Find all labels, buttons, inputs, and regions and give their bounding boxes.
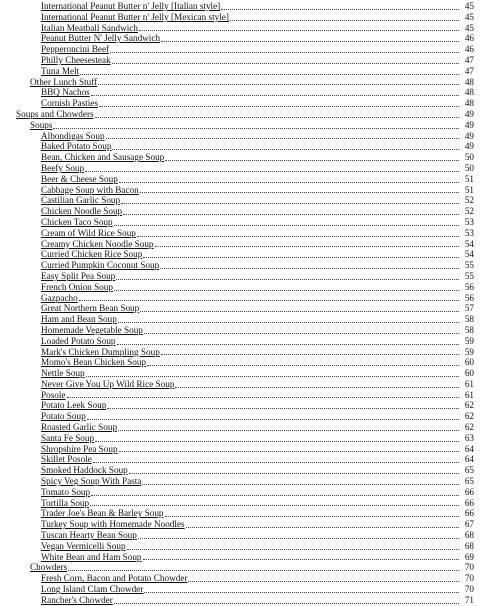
dot-leader	[119, 182, 459, 183]
toc-entry-title[interactable]: Rancher's Chowder	[41, 594, 113, 605]
toc-entry-page-number[interactable]: 58	[464, 314, 474, 325]
dot-leader	[143, 559, 459, 560]
dot-leader	[119, 451, 459, 452]
toc-entry[interactable]	[0, 33, 500, 44]
toc-entry-title[interactable]: Beer & Cheese Soup	[41, 173, 118, 184]
toc-entry[interactable]	[0, 422, 500, 433]
toc-entry-title[interactable]: Trader Joe's Bean & Barley Soup	[41, 508, 164, 519]
toc-entry[interactable]	[0, 152, 500, 163]
toc-entry[interactable]	[0, 498, 500, 509]
toc-entry[interactable]	[0, 595, 500, 606]
toc-entry[interactable]	[0, 195, 500, 206]
dot-leader	[114, 603, 459, 604]
dot-leader	[155, 246, 459, 247]
dot-leader	[79, 300, 459, 301]
toc-entry-page-number[interactable]: 46	[464, 33, 474, 44]
toc-entry-title[interactable]: Albondigas Soup	[41, 130, 105, 141]
toc-entry-title[interactable]: International Peanut Butter n' Jelly [Italian style]	[41, 1, 221, 11]
toc-entry-page-number[interactable]: 47	[464, 54, 474, 65]
toc-entry-page-number[interactable]: 47	[464, 65, 474, 76]
toc-entry-page-number[interactable]: 55	[464, 260, 474, 271]
dot-leader	[121, 203, 459, 204]
toc-entry-page-number[interactable]: 62	[464, 411, 474, 422]
toc-entry-title[interactable]: Chowders	[30, 562, 68, 573]
toc-entry-title[interactable]: Chicken Taco Soup	[41, 216, 113, 227]
dot-leader	[91, 95, 459, 96]
toc-entry[interactable]	[0, 530, 500, 541]
toc-entry-page-number[interactable]: 50	[464, 162, 474, 173]
toc-entry-page-number[interactable]: 59	[464, 335, 474, 346]
dot-leader	[85, 171, 459, 172]
toc-entry[interactable]	[0, 487, 500, 498]
toc-entry-page-number[interactable]: 64	[464, 454, 474, 465]
toc-entry-title[interactable]: Other Lunch Stuff	[30, 76, 98, 87]
dot-leader	[118, 430, 459, 431]
toc-entry-page-number[interactable]: 66	[464, 486, 474, 497]
toc-entry-title[interactable]: Cabbage Soup with Bacon	[41, 184, 139, 195]
toc-entry[interactable]	[0, 282, 500, 293]
dot-leader	[107, 408, 459, 409]
dot-leader	[137, 236, 459, 237]
dot-leader	[112, 149, 459, 150]
toc-entry[interactable]	[0, 1, 500, 12]
toc-entry[interactable]	[0, 87, 500, 98]
toc-entry[interactable]	[0, 476, 500, 487]
toc-entry-title[interactable]: Tuscan Hearty Bean Soup	[41, 530, 137, 541]
toc-entry-title[interactable]: White Bean and Ham Soup	[41, 551, 142, 562]
dot-leader	[230, 20, 459, 21]
toc-entry-page-number[interactable]: 48	[464, 87, 474, 98]
dot-leader	[67, 397, 459, 398]
toc-entry[interactable]	[0, 433, 500, 444]
toc-entry[interactable]	[0, 541, 500, 552]
toc-entry-page-number[interactable]: 57	[464, 303, 474, 314]
toc-entry-title[interactable]: Chicken Noodle Soup	[41, 206, 123, 217]
dot-leader	[147, 365, 459, 366]
toc-entry[interactable]	[0, 206, 500, 217]
toc-entry-page-number[interactable]: 68	[464, 530, 474, 541]
dot-leader	[90, 505, 459, 506]
toc-entry-title[interactable]: Vegan Vermicelli Soup	[41, 540, 126, 551]
dot-leader	[106, 138, 459, 139]
toc-entry-title[interactable]: Tuna Melt	[41, 65, 80, 76]
toc-entry[interactable]	[0, 347, 500, 358]
toc-entry-title[interactable]: Baked Potato Soup	[41, 141, 112, 152]
dot-leader	[161, 354, 459, 355]
toc-entry-title[interactable]: Soups and Chowders	[16, 108, 94, 119]
toc-entry[interactable]	[0, 519, 500, 530]
toc-entry[interactable]	[0, 131, 500, 142]
toc-entry-page-number[interactable]: 70	[464, 562, 474, 573]
dot-leader	[99, 106, 459, 107]
toc-entry[interactable]	[0, 390, 500, 401]
dot-leader	[186, 527, 459, 528]
dot-leader	[175, 387, 459, 388]
toc-entry[interactable]	[0, 260, 500, 271]
toc-entry[interactable]	[0, 465, 500, 476]
dot-leader	[143, 257, 459, 258]
toc-entry-title[interactable]: Smoked Haddock Soup	[41, 465, 128, 476]
toc-entry-page-number[interactable]: 62	[464, 400, 474, 411]
toc-entry-page-number[interactable]: 53	[464, 216, 474, 227]
toc-entry-title[interactable]: Turkey Soup with Homemade Noodles	[41, 519, 185, 530]
toc-entry-page-number[interactable]: 59	[464, 346, 474, 357]
dot-leader	[127, 549, 459, 550]
dot-leader	[144, 333, 459, 334]
toc-entry[interactable]	[0, 77, 500, 88]
toc-entry-page-number[interactable]: 51	[464, 173, 474, 184]
toc-entry-page-number[interactable]: 45	[464, 22, 474, 33]
toc-entry-page-number[interactable]: 49	[464, 130, 474, 141]
dot-leader	[98, 84, 459, 85]
toc-entry-page-number[interactable]: 65	[464, 476, 474, 487]
toc-entry[interactable]	[0, 314, 500, 325]
toc-entry[interactable]	[0, 141, 500, 152]
toc-entry-page-number[interactable]: 70	[464, 573, 474, 584]
toc-entry-title[interactable]: Peanut Butter N' Jelly Sandwich	[41, 33, 161, 44]
toc-entry-title[interactable]: French Onion Soup	[41, 281, 113, 292]
toc-entry-title[interactable]: Fresh Corn, Bacon and Potato Chowder	[41, 573, 188, 584]
dot-leader	[123, 214, 459, 215]
toc-entry-title[interactable]: Easy Split Pea Soup	[41, 270, 116, 281]
toc-entry-page-number[interactable]: 58	[464, 324, 474, 335]
toc-entry-title[interactable]: Spicy Veg Soup With Pasta	[41, 476, 142, 487]
toc-entry-page-number[interactable]: 70	[464, 584, 474, 595]
dot-leader	[140, 311, 459, 312]
toc-entry-page-number[interactable]: 64	[464, 443, 474, 454]
toc-entry[interactable]	[0, 98, 500, 109]
toc-entry-page-number[interactable]: 49	[464, 108, 474, 119]
toc-entry-title[interactable]: Bean, Chicken and Sausage Soup	[41, 152, 165, 163]
toc-entry[interactable]	[0, 249, 500, 260]
dot-leader	[160, 268, 459, 269]
toc-entry[interactable]	[0, 120, 500, 131]
toc-entry-page-number[interactable]: 65	[464, 465, 474, 476]
toc-entry-page-number[interactable]: 68	[464, 540, 474, 551]
toc-entry[interactable]	[0, 174, 500, 185]
toc-entry-page-number[interactable]: 48	[464, 76, 474, 87]
toc-entry[interactable]	[0, 228, 500, 239]
toc-entry[interactable]	[0, 573, 500, 584]
toc-entry[interactable]	[0, 336, 500, 347]
toc-entry-page-number[interactable]: 54	[464, 238, 474, 249]
toc-entry[interactable]	[0, 357, 500, 368]
toc-entry-page-number[interactable]: 49	[464, 141, 474, 152]
toc-entry-page-number[interactable]: 71	[464, 594, 474, 605]
toc-entry-page-number[interactable]: 66	[464, 508, 474, 519]
toc-entry-page-number[interactable]: 56	[464, 281, 474, 292]
toc-entry-page-number[interactable]: 54	[464, 249, 474, 260]
toc-entry-title[interactable]: Soups	[30, 119, 53, 130]
toc-entry-page-number[interactable]: 66	[464, 497, 474, 508]
toc-entry-title[interactable]: Gazpacho	[41, 292, 78, 303]
toc-entry-page-number[interactable]: 50	[464, 152, 474, 163]
toc-entry-title[interactable]: Never Give You Up Wild Rice Soup	[41, 378, 175, 389]
toc-entry[interactable]	[0, 411, 500, 422]
toc-entry[interactable]	[0, 163, 500, 174]
toc-entry-title[interactable]: Loaded Potato Soup	[41, 335, 116, 346]
toc-entry-title[interactable]: International Peanut Butter n' Jelly [Mexican style]	[41, 11, 229, 22]
toc-entry-page-number[interactable]: 62	[464, 422, 474, 433]
toc-entry-page-number[interactable]: 63	[464, 432, 474, 443]
toc-entry[interactable]	[0, 325, 500, 336]
dot-leader	[118, 322, 459, 323]
toc-entry-title[interactable]: Potato Leek Soup	[41, 400, 107, 411]
dot-leader	[138, 538, 459, 539]
toc-entry[interactable]	[0, 303, 500, 314]
toc-entry[interactable]	[0, 368, 500, 379]
dot-leader	[91, 495, 459, 496]
toc-entry[interactable]	[0, 185, 500, 196]
dot-leader	[68, 570, 459, 571]
dot-leader	[140, 192, 459, 193]
toc-entry-title[interactable]: Tortilla Soup	[41, 497, 90, 508]
toc-entry[interactable]	[0, 66, 500, 77]
toc-entry[interactable]	[0, 293, 500, 304]
dot-leader	[116, 279, 459, 280]
toc-entry[interactable]	[0, 454, 500, 465]
toc-entry-page-number[interactable]: 55	[464, 270, 474, 281]
dot-leader	[112, 63, 459, 64]
toc-entry[interactable]	[0, 55, 500, 66]
dot-leader	[110, 52, 459, 53]
toc-entry-page-number[interactable]: 67	[464, 519, 474, 530]
toc-entry-title[interactable]: Mark's Chicken Dumpling Soup	[41, 346, 160, 357]
toc-entry[interactable]	[0, 562, 500, 573]
dot-leader	[114, 225, 459, 226]
dot-leader	[95, 117, 459, 118]
toc-entry-title[interactable]: Philly Cheesesteak	[41, 54, 111, 65]
toc-entry[interactable]	[0, 379, 500, 390]
toc-entry-title[interactable]: Ham and Bean Soup	[41, 314, 117, 325]
toc-entry[interactable]	[0, 217, 500, 228]
toc-entry-title[interactable]: Santa Fe Soup	[41, 432, 95, 443]
dot-leader	[53, 128, 459, 129]
dot-leader	[95, 441, 459, 442]
toc-entry[interactable]	[0, 239, 500, 250]
toc-entry-page-number[interactable]: 45	[464, 11, 474, 22]
toc-entry-title[interactable]: Cream of Wild Rice Soup	[41, 227, 136, 238]
toc-entry-title[interactable]: Great Northern Bean Soup	[41, 303, 140, 314]
toc-entry-title[interactable]: Castilian Garlic Soup	[41, 195, 121, 206]
toc-entry-title[interactable]: Potato Soup	[41, 411, 86, 422]
toc-entry-title[interactable]: Pepperoncini Beef	[41, 44, 110, 55]
toc-entry[interactable]	[0, 400, 500, 411]
toc-entry-title[interactable]: Curried Chicken Rice Soup	[41, 249, 143, 260]
toc-entry[interactable]	[0, 12, 500, 23]
toc-entry-page-number[interactable]: 56	[464, 292, 474, 303]
dot-leader	[93, 462, 459, 463]
toc-entry-page-number[interactable]: 53	[464, 227, 474, 238]
toc-entry-title[interactable]: Posole	[41, 389, 66, 400]
toc-entry-title[interactable]: Tomato Soup	[41, 486, 91, 497]
toc-entry-title[interactable]: Shropshire Pea Soup	[41, 443, 118, 454]
toc-entry-title[interactable]: Roasted Garlic Soup	[41, 422, 118, 433]
dot-leader	[129, 473, 459, 474]
dot-leader	[165, 516, 459, 517]
toc-entry-page-number[interactable]: 61	[464, 389, 474, 400]
toc-entry-page-number[interactable]: 52	[464, 195, 474, 206]
toc-entry-title[interactable]: Nettle Soup	[41, 368, 85, 379]
toc-entry[interactable]	[0, 584, 500, 595]
dot-leader	[87, 419, 459, 420]
toc-entry-title[interactable]: Cornish Pasties	[41, 98, 98, 109]
dot-leader	[142, 484, 459, 485]
toc-entry[interactable]	[0, 444, 500, 455]
dot-leader	[188, 581, 459, 582]
toc-entry-page-number[interactable]: 48	[464, 98, 474, 109]
dot-leader	[221, 9, 459, 10]
dot-leader	[144, 592, 459, 593]
dot-leader	[86, 376, 459, 377]
dot-leader	[139, 30, 459, 31]
toc-entry-page-number[interactable]: 49	[464, 119, 474, 130]
toc-entry-title[interactable]: Curried Pumpkin Coconut Soup	[41, 260, 160, 271]
dot-leader	[117, 344, 459, 345]
toc-entry-title[interactable]: Beefy Soup	[41, 162, 85, 173]
toc-entry-page-number[interactable]: 60	[464, 357, 474, 368]
toc-entry-title[interactable]: Creamy Chicken Noodle Soup	[41, 238, 154, 249]
toc-entry-title[interactable]: Italian Meatball Sandwich	[41, 22, 138, 33]
toc-entry-page-number[interactable]: 45	[464, 1, 474, 11]
toc-entry-title[interactable]: Skillet Posole	[41, 454, 92, 465]
toc-entry[interactable]	[0, 109, 500, 120]
toc-entry-page-number[interactable]: 69	[464, 551, 474, 562]
dot-leader	[114, 290, 459, 291]
dot-leader	[80, 74, 459, 75]
toc-entry[interactable]	[0, 508, 500, 519]
toc-entry[interactable]	[0, 23, 500, 34]
dot-leader	[165, 160, 459, 161]
toc-entry[interactable]	[0, 44, 500, 55]
toc-entry-page-number[interactable]: 51	[464, 184, 474, 195]
toc-entry-page-number[interactable]: 52	[464, 206, 474, 217]
toc-entry-title[interactable]: Long Island Clam Chowder	[41, 584, 144, 595]
toc-entry-page-number[interactable]: 61	[464, 378, 474, 389]
toc-entry-title[interactable]: Homemade Vegetable Soup	[41, 324, 143, 335]
toc-entry-title[interactable]: BBQ Nachos	[41, 87, 90, 98]
toc-entry-title[interactable]: Momo's Bean Chicken Soup	[41, 357, 147, 368]
toc-entry-page-number[interactable]: 60	[464, 368, 474, 379]
toc-entry[interactable]	[0, 271, 500, 282]
toc-entry[interactable]	[0, 552, 500, 563]
dot-leader	[161, 41, 459, 42]
toc-entry-page-number[interactable]: 46	[464, 44, 474, 55]
